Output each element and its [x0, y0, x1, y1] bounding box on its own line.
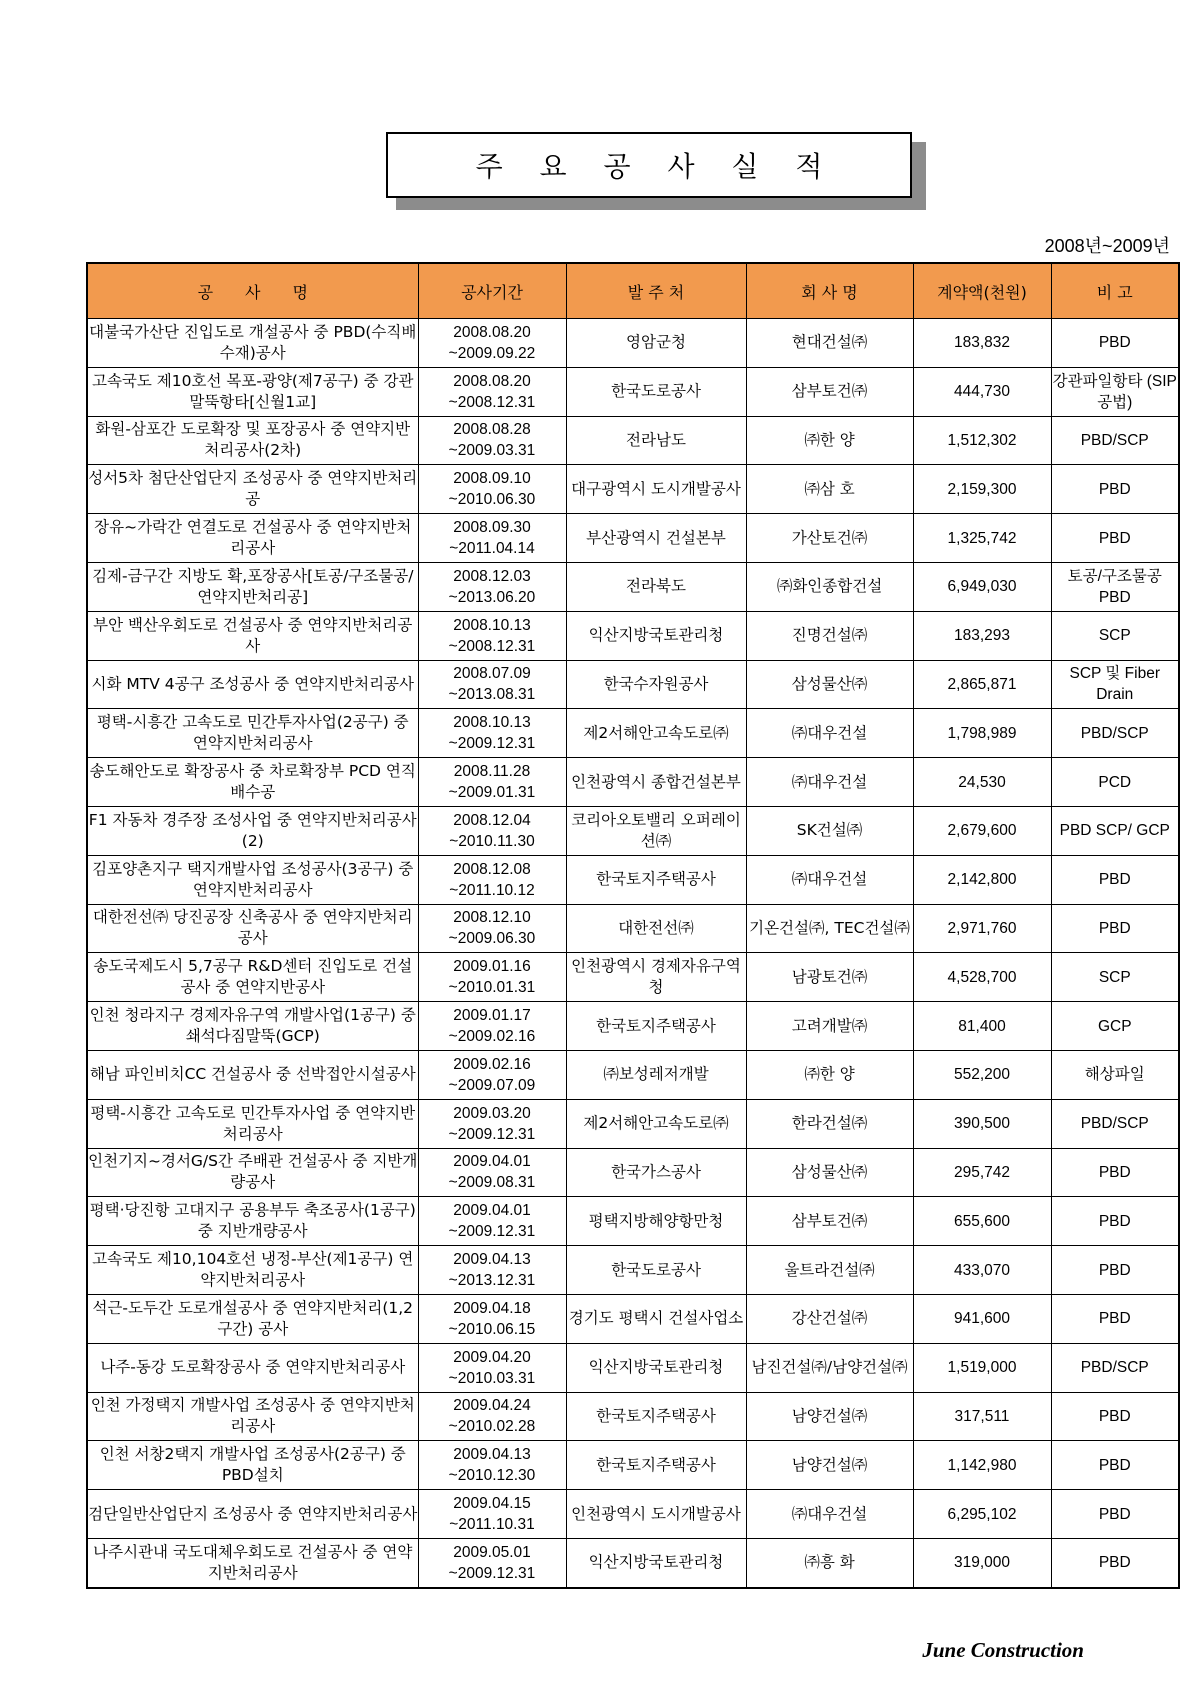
period-end: ~2009.12.31	[448, 735, 536, 753]
period-cell	[418, 1343, 566, 1392]
period-start: 2009.04.01	[453, 1202, 531, 1220]
period-end: ~2010.06.15	[448, 1320, 536, 1338]
company-cell: ㈜대우건설	[746, 758, 913, 807]
client-cell: 코리아오토밸리 오퍼레이션㈜	[566, 806, 746, 855]
period-cell	[418, 1002, 566, 1051]
period-end: ~2010.01.31	[448, 979, 536, 997]
amount-cell: 2,971,760	[913, 904, 1051, 953]
amount-cell: 81,400	[913, 1002, 1051, 1051]
period-start: 2008.10.13	[453, 616, 531, 634]
amount-cell: 1,519,000	[913, 1343, 1051, 1392]
amount-cell: 295,742	[913, 1148, 1051, 1197]
period-end: ~2010.03.31	[448, 1369, 536, 1387]
table-row	[87, 367, 1179, 416]
project-name-cell: 평택-시흥간 고속도로 민간투자사업 중 연약지반처리공사	[87, 1099, 418, 1148]
period-end: ~2011.10.12	[449, 881, 535, 899]
period-end: ~2009.08.31	[448, 1174, 536, 1192]
period-end: ~2009.02.16	[448, 1028, 536, 1046]
period-start: 2008.11.28	[453, 763, 531, 781]
company-cell: 삼부토건㈜	[746, 367, 913, 416]
period-start: 2008.12.03	[453, 567, 531, 585]
client-cell: 인천광역시 도시개발공사	[566, 1490, 746, 1539]
company-cell: ㈜대우건설	[746, 1490, 913, 1539]
period-start: 2009.03.20	[453, 1104, 531, 1122]
company-cell: ㈜삼 호	[746, 465, 913, 514]
period-start: 2008.12.08	[453, 860, 531, 878]
project-name-cell: 인천 청라지구 경제자유구역 개발사업(1공구) 중 쇄석다짐말뚝(GCP)	[87, 1002, 418, 1051]
project-name-cell: 나주시관내 국도대체우회도로 건설공사 중 연약지반처리공사	[87, 1538, 418, 1587]
amount-cell: 2,679,600	[913, 806, 1051, 855]
table-row	[87, 1002, 1179, 1051]
period-cell	[418, 758, 566, 807]
client-cell: 한국토지주택공사	[566, 1002, 746, 1051]
period-end: ~2013.08.31	[448, 686, 536, 704]
company-cell: ㈜흥 화	[746, 1538, 913, 1587]
period-start: 2009.01.16	[453, 958, 531, 976]
client-cell: 한국토지주택공사	[566, 1392, 746, 1441]
project-name-cell: 송도국제도시 5,7공구 R&D센터 진입도로 건설공사 중 연약지반공사	[87, 953, 418, 1002]
amount-cell: 317,511	[913, 1392, 1051, 1441]
note-cell: PBD SCP/ GCP	[1051, 806, 1179, 855]
table-row	[87, 1392, 1179, 1441]
client-cell: 한국토지주택공사	[566, 855, 746, 904]
amount-cell: 1,512,302	[913, 416, 1051, 465]
company-cell: ㈜대우건설	[746, 709, 913, 758]
project-name-cell: 평택-시흥간 고속도로 민간투자사업(2공구) 중 연약지반처리공사	[87, 709, 418, 758]
period-cell	[418, 1538, 566, 1587]
period-start: 2009.04.13	[453, 1251, 531, 1269]
client-cell: 영암군청	[566, 319, 746, 368]
amount-cell: 2,142,800	[913, 855, 1051, 904]
page-title: 주 요 공 사 실 적	[386, 132, 912, 198]
note-cell: PBD	[1051, 1538, 1179, 1587]
client-cell: 한국도로공사	[566, 367, 746, 416]
period-cell	[418, 709, 566, 758]
company-cell: 강산건설㈜	[746, 1294, 913, 1343]
period-start: 2008.08.20	[453, 323, 531, 341]
project-name-cell: 인천기지~경서G/S간 주배관 건설공사 중 지반개량공사	[87, 1148, 418, 1197]
client-cell: 인천광역시 종합건설본부	[566, 758, 746, 807]
period-cell	[418, 806, 566, 855]
period-start: 2009.04.20	[453, 1348, 531, 1366]
period-cell	[418, 514, 566, 563]
table-header-row	[87, 263, 1179, 319]
period-end: ~2009.07.09	[448, 1076, 536, 1094]
period-start: 2009.04.24	[453, 1397, 531, 1415]
table-row	[87, 758, 1179, 807]
client-cell: 익산지방국토관리청	[566, 611, 746, 660]
note-cell: SCP 및 Fiber Drain	[1051, 660, 1179, 709]
period-cell	[418, 1294, 566, 1343]
table-row	[87, 319, 1179, 368]
amount-cell: 390,500	[913, 1099, 1051, 1148]
company-brand: June Construction	[922, 1638, 1084, 1662]
period-end: ~2009.03.31	[448, 442, 536, 460]
period-cell	[418, 562, 566, 611]
header-note: 비 고	[1051, 263, 1179, 319]
amount-cell: 183,293	[913, 611, 1051, 660]
header-project-name: 공 사 명	[87, 263, 418, 319]
note-cell: SCP	[1051, 611, 1179, 660]
company-cell: ㈜한 양	[746, 1050, 913, 1099]
client-cell: 익산지방국토관리청	[566, 1343, 746, 1392]
period-label: 2008년~2009년	[1044, 236, 1170, 256]
company-cell: 삼부토건㈜	[746, 1197, 913, 1246]
table-row	[87, 1099, 1179, 1148]
period-end: ~2013.06.20	[448, 588, 536, 606]
project-name-cell: 김제-금구간 지방도 확,포장공사[토공/구조물공/연약지반처리공]	[87, 562, 418, 611]
period-cell	[418, 904, 566, 953]
table-row	[87, 1490, 1179, 1539]
table-row	[87, 465, 1179, 514]
period-cell	[418, 1099, 566, 1148]
period-start: 2009.04.15	[453, 1495, 531, 1513]
note-cell: PBD	[1051, 1246, 1179, 1295]
table-row	[87, 1197, 1179, 1246]
company-cell: 남양건설㈜	[746, 1392, 913, 1441]
company-cell: 기온건설㈜, TEC건설㈜	[746, 904, 913, 953]
amount-cell: 444,730	[913, 367, 1051, 416]
table-row	[87, 855, 1179, 904]
amount-cell: 1,142,980	[913, 1441, 1051, 1490]
project-name-cell: 김포양촌지구 택지개발사업 조성공사(3공구) 중 연약지반처리공사	[87, 855, 418, 904]
project-name-cell: 화원-삼포간 도로확장 및 포장공사 중 연약지반처리공사(2차)	[87, 416, 418, 465]
table-row	[87, 953, 1179, 1002]
note-cell: PBD/SCP	[1051, 1099, 1179, 1148]
company-cell: 현대건설㈜	[746, 319, 913, 368]
note-cell: 해상파일	[1051, 1050, 1179, 1099]
period-start: 2008.09.30	[453, 519, 531, 537]
company-cell: 가산토건㈜	[746, 514, 913, 563]
period-end: ~2011.04.14	[449, 540, 535, 558]
project-name-cell: 고속국도 제10호선 목포-광양(제7공구) 중 강관말뚝항타[신월1교]	[87, 367, 418, 416]
period-end: ~2010.12.30	[448, 1467, 536, 1485]
period-cell	[418, 1441, 566, 1490]
note-cell: PBD	[1051, 855, 1179, 904]
project-name-cell: 부안 백산우회도로 건설공사 중 연약지반처리공사	[87, 611, 418, 660]
project-name-cell: 해남 파인비치CC 건설공사 중 선박접안시설공사	[87, 1050, 418, 1099]
company-cell: 삼성물산㈜	[746, 660, 913, 709]
period-end: ~2009.06.30	[448, 930, 536, 948]
client-cell: 익산지방국토관리청	[566, 1538, 746, 1587]
period-start: 2008.10.13	[453, 714, 531, 732]
period-end: ~2010.02.28	[448, 1418, 536, 1436]
header-client: 발 주 처	[566, 263, 746, 319]
period-end: ~2009.09.22	[448, 344, 536, 362]
amount-cell: 433,070	[913, 1246, 1051, 1295]
note-cell: PBD/SCP	[1051, 709, 1179, 758]
amount-cell: 1,798,989	[913, 709, 1051, 758]
period-start: 2008.07.09	[453, 665, 531, 683]
note-cell: PBD	[1051, 1197, 1179, 1246]
amount-cell: 552,200	[913, 1050, 1051, 1099]
client-cell: 한국가스공사	[566, 1148, 746, 1197]
table-row	[87, 562, 1179, 611]
period-cell	[418, 855, 566, 904]
project-name-cell: 성서5차 첨단산업단지 조성공사 중 연약지반처리공	[87, 465, 418, 514]
client-cell: 인천광역시 경제자유구역청	[566, 953, 746, 1002]
period-cell	[418, 367, 566, 416]
table-row	[87, 709, 1179, 758]
project-name-cell: 평택·당진항 고대지구 공용부두 축조공사(1공구) 중 지반개량공사	[87, 1197, 418, 1246]
table-row	[87, 1538, 1179, 1587]
period-cell	[418, 1490, 566, 1539]
period-start: 2009.01.17	[453, 1007, 531, 1025]
note-cell: PBD/SCP	[1051, 1343, 1179, 1392]
table-row	[87, 514, 1179, 563]
period-start: 2008.12.10	[453, 909, 531, 927]
header-company: 회 사 명	[746, 263, 913, 319]
note-cell: PCD	[1051, 758, 1179, 807]
amount-cell: 319,000	[913, 1538, 1051, 1587]
company-cell: 삼성물산㈜	[746, 1148, 913, 1197]
table-row	[87, 611, 1179, 660]
company-cell: 남양건설㈜	[746, 1441, 913, 1490]
note-cell: PBD	[1051, 1392, 1179, 1441]
project-name-cell: 석근-도두간 도로개설공사 중 연약지반처리(1,2구간) 공사	[87, 1294, 418, 1343]
client-cell: 제2서해안고속도로㈜	[566, 709, 746, 758]
project-name-cell: 고속국도 제10,104호선 냉정-부산(제1공구) 연약지반처리공사	[87, 1246, 418, 1295]
period-end: ~2011.10.31	[449, 1516, 535, 1534]
note-cell: PBD	[1051, 319, 1179, 368]
project-name-cell: 장유~가락간 연결도로 건설공사 중 연약지반처리공사	[87, 514, 418, 563]
table-row	[87, 416, 1179, 465]
note-cell: PBD	[1051, 1441, 1179, 1490]
construction-records-table	[86, 262, 1180, 1589]
period-cell	[418, 319, 566, 368]
table-row	[87, 1148, 1179, 1197]
period-end: ~2009.12.31	[448, 1564, 536, 1582]
company-cell: 한라건설㈜	[746, 1099, 913, 1148]
company-cell: 남광토건㈜	[746, 953, 913, 1002]
note-cell: PBD	[1051, 904, 1179, 953]
project-name-cell: 인천 서창2택지 개발사업 조성공사(2공구) 중 PBD설치	[87, 1441, 418, 1490]
period-cell	[418, 611, 566, 660]
project-name-cell: 검단일반산업단지 조성공사 중 연약지반처리공사	[87, 1490, 418, 1539]
table-row	[87, 1050, 1179, 1099]
project-name-cell: 시화 MTV 4공구 조성공사 중 연약지반처리공사	[87, 660, 418, 709]
project-name-cell: 나주-동강 도로확장공사 중 연약지반처리공사	[87, 1343, 418, 1392]
project-name-cell: 인천 가정택지 개발사업 조성공사 중 연약지반처리공사	[87, 1392, 418, 1441]
period-end: ~2008.12.31	[448, 393, 536, 411]
company-cell: 고려개발㈜	[746, 1002, 913, 1051]
note-cell: PBD	[1051, 1294, 1179, 1343]
period-start: 2009.04.18	[453, 1299, 531, 1317]
client-cell: 전라남도	[566, 416, 746, 465]
amount-cell: 24,530	[913, 758, 1051, 807]
company-cell: ㈜한 양	[746, 416, 913, 465]
client-cell: 대한전선㈜	[566, 904, 746, 953]
note-cell: PBD/SCP	[1051, 416, 1179, 465]
period-cell	[418, 1050, 566, 1099]
client-cell: 부산광역시 건설본부	[566, 514, 746, 563]
amount-cell: 2,159,300	[913, 465, 1051, 514]
table-row	[87, 660, 1179, 709]
period-cell	[418, 1148, 566, 1197]
note-cell: PBD	[1051, 465, 1179, 514]
period-cell	[418, 416, 566, 465]
table-row	[87, 1343, 1179, 1392]
company-cell: 남진건설㈜/남양건설㈜	[746, 1343, 913, 1392]
period-cell	[418, 1197, 566, 1246]
client-cell: 경기도 평택시 건설사업소	[566, 1294, 746, 1343]
period-start: 2009.02.16	[453, 1055, 531, 1073]
period-start: 2008.09.10	[453, 470, 531, 488]
period-end: ~2009.01.31	[448, 784, 536, 802]
period-end: ~2010.06.30	[448, 491, 536, 509]
note-cell: SCP	[1051, 953, 1179, 1002]
amount-cell: 941,600	[913, 1294, 1051, 1343]
client-cell: 한국토지주택공사	[566, 1441, 746, 1490]
table-row	[87, 904, 1179, 953]
project-name-cell: F1 자동차 경주장 조성사업 중 연약지반처리공사(2)	[87, 806, 418, 855]
client-cell: 평택지방해양항만청	[566, 1197, 746, 1246]
period-cell	[418, 465, 566, 514]
amount-cell: 4,528,700	[913, 953, 1051, 1002]
period-end: ~2009.12.31	[448, 1125, 536, 1143]
period-start: 2008.08.20	[453, 372, 531, 390]
period-end: ~2009.12.31	[448, 1223, 536, 1241]
project-name-cell: 송도해안도로 확장공사 중 차로확장부 PCD 연직배수공	[87, 758, 418, 807]
table-row	[87, 1441, 1179, 1490]
amount-cell: 6,949,030	[913, 562, 1051, 611]
amount-cell: 6,295,102	[913, 1490, 1051, 1539]
note-cell: GCP	[1051, 1002, 1179, 1051]
client-cell: 전라북도	[566, 562, 746, 611]
project-name-cell: 대한전선㈜ 당진공장 신축공사 중 연약지반처리공사	[87, 904, 418, 953]
period-start: 2009.04.01	[453, 1153, 531, 1171]
amount-cell: 1,325,742	[913, 514, 1051, 563]
client-cell: ㈜보성레저개발	[566, 1050, 746, 1099]
table-row	[87, 1246, 1179, 1295]
header-period: 공사기간	[418, 263, 566, 319]
table-row	[87, 806, 1179, 855]
company-cell: ㈜대우건설	[746, 855, 913, 904]
period-cell	[418, 953, 566, 1002]
note-cell: PBD	[1051, 1148, 1179, 1197]
note-cell: PBD	[1051, 514, 1179, 563]
header-amount: 계약액(천원)	[913, 263, 1051, 319]
period-start: 2008.12.04	[453, 811, 531, 829]
note-cell: 토공/구조물공 PBD	[1051, 562, 1179, 611]
period-end: ~2008.12.31	[448, 637, 536, 655]
amount-cell: 655,600	[913, 1197, 1051, 1246]
client-cell: 제2서해안고속도로㈜	[566, 1099, 746, 1148]
client-cell: 한국도로공사	[566, 1246, 746, 1295]
period-end: ~2010.11.30	[449, 832, 535, 850]
amount-cell: 183,832	[913, 319, 1051, 368]
period-start: 2009.05.01	[453, 1543, 531, 1561]
note-cell: PBD	[1051, 1490, 1179, 1539]
company-cell: 울트라건설㈜	[746, 1246, 913, 1295]
note-cell: 강관파일항타 (SIP공법)	[1051, 367, 1179, 416]
amount-cell: 2,865,871	[913, 660, 1051, 709]
client-cell: 대구광역시 도시개발공사	[566, 465, 746, 514]
company-cell: 진명건설㈜	[746, 611, 913, 660]
period-cell	[418, 1246, 566, 1295]
period-end: ~2013.12.31	[448, 1272, 536, 1290]
company-cell: SK건설㈜	[746, 806, 913, 855]
client-cell: 한국수자원공사	[566, 660, 746, 709]
company-cell: ㈜화인종합건설	[746, 562, 913, 611]
period-cell	[418, 1392, 566, 1441]
period-start: 2009.04.13	[453, 1446, 531, 1464]
table-row	[87, 1294, 1179, 1343]
project-name-cell: 대불국가산단 진입도로 개설공사 중 PBD(수직배수재)공사	[87, 319, 418, 368]
period-cell	[418, 660, 566, 709]
period-start: 2008.08.28	[453, 421, 531, 439]
